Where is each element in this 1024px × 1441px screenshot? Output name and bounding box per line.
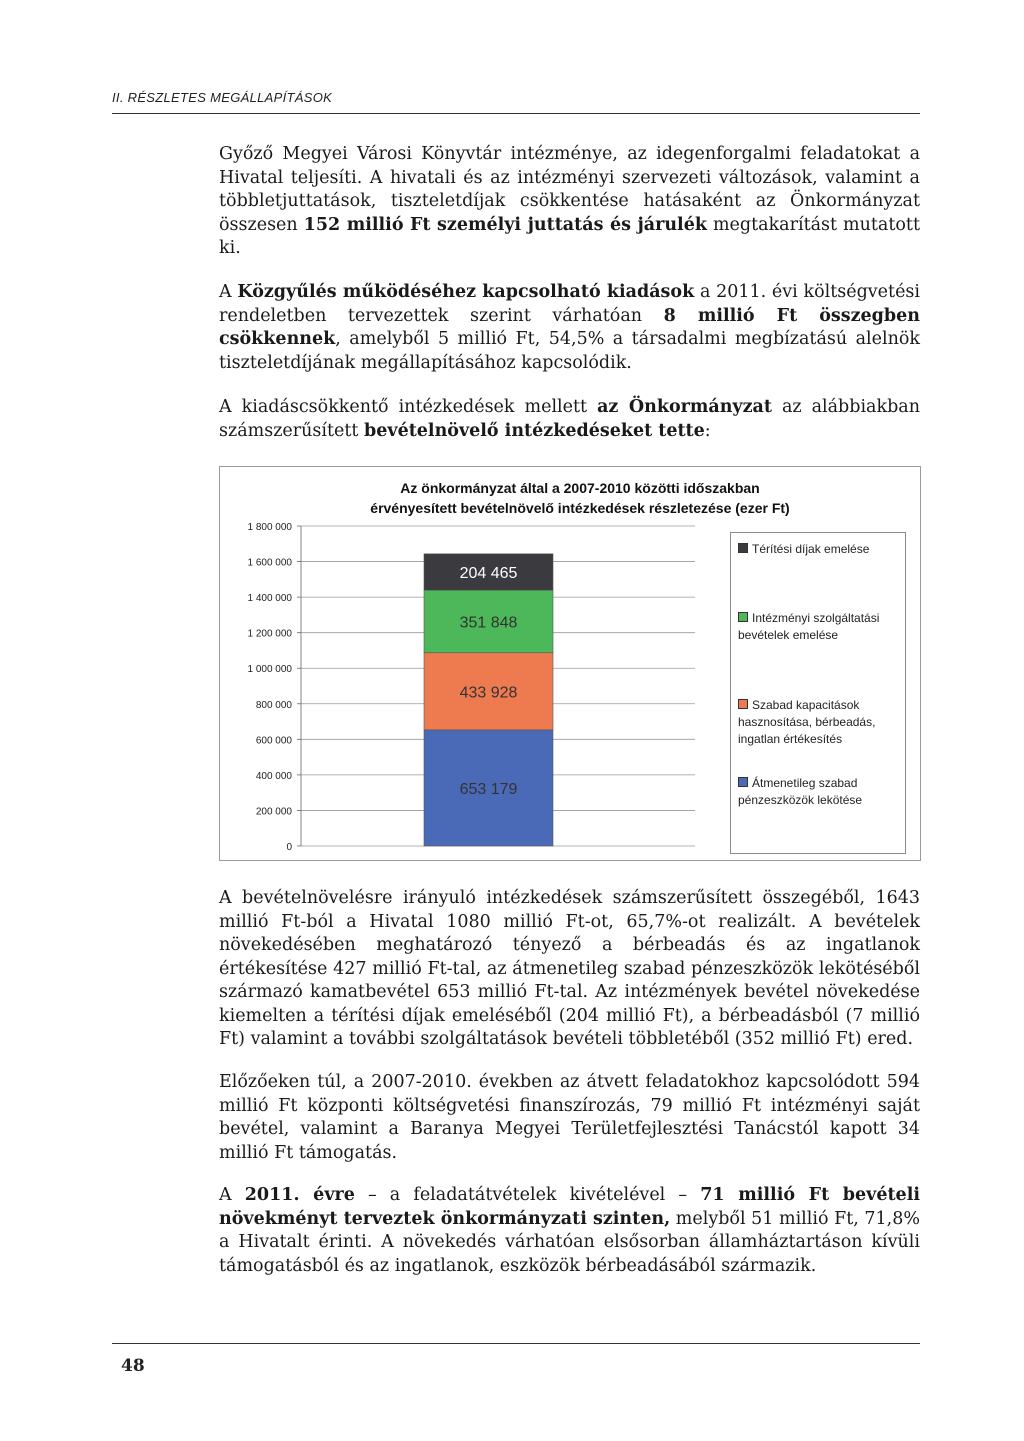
chart-title (290, 478, 870, 518)
bar-data-label: 204 465 (459, 565, 518, 583)
paragraph-2011-plan (219, 1184, 920, 1278)
y-tick-label: 1 800 000 (247, 522, 292, 533)
y-tick-label: 800 000 (255, 699, 292, 711)
y-tick-label: 1 400 000 (247, 593, 292, 605)
p3-text-2: az alábbiakban számszerűsített (219, 397, 920, 441)
y-tick-label: 0 (286, 842, 292, 853)
legend-swatch-services (738, 612, 748, 622)
y-tick-label: 1 600 000 (247, 557, 292, 569)
paragraph-revenue-breakdown: A bevételnövelésre irányuló intézkedések számszerűsített összegéből, 1643 millió Ft-ból a Hivatal 1080 millió Ft-ot, 65,7%-ot realizált. A bevételek növekedésében meghatározó tényező a bérbeadás és az ingatlanok értékesítése 427 millió Ft-tal, az átmenetileg szabad pénzeszközök lekötéséből származó kamatbevétel 653 millió Ft-tal. Az intézmények bevétel növekedése kiemelten a térítési díjak emeléséből (204 millió Ft), a bérbeadásból (7 millió Ft) valamint a további szolgáltatások bevételi többletéből (352 millió Ft) ered. (219, 888, 920, 1049)
p6-text-3: melyből 51 millió Ft, 71,8% a Hivatalt érinti. A növekedés várhatóan elsősorban államháztartáson kívüli támogatásból és az ingatlanok, eszközök bérbeadásából származik. (219, 1208, 920, 1276)
chart-legend (730, 532, 906, 854)
footer-rule (112, 1343, 920, 1344)
legend-item-deposits (738, 775, 903, 809)
p6-bold-2: 71 millió Ft bevételi növekményt terveztek önkormányzati szinten, (219, 1185, 920, 1229)
y-tick-label: 1 000 000 (247, 664, 292, 676)
legend-swatch-rental (738, 699, 748, 709)
p3-text-1: A kiadáscsökkentő intézkedések mellett (219, 397, 598, 417)
legend-label-services: Intézményi szolgáltatási bevételek emelése (738, 611, 880, 642)
p3-text-3: : (704, 420, 711, 441)
legend-label-fees: Térítési díjak emelése (752, 542, 870, 556)
p3-bold-2: bevételnövelő intézkedéseket tette (364, 420, 705, 441)
y-tick-label: 600 000 (255, 735, 292, 747)
y-tick-label: 1 200 000 (247, 628, 292, 640)
p2-text-1: A (219, 282, 238, 302)
p2-bold-2: 8 millió Ft összegben csökkennek (219, 305, 920, 349)
p2-text-2: a 2011. évi költségvetési rendeletben tervezettek szerint várhatóan (219, 282, 921, 326)
legend-label-deposits: Átmenetileg szabad pénzeszközök lekötése (738, 776, 863, 807)
p1-text-1: Győző Megyei Városi Könyvtár intézménye, az idegenforgalmi feladatokat a Hivatal teljesíti. A hivatali és az intézményi szervezeti változások, valamint a többletjuttatások, tiszteletdíjak csökkentése hatásaként az Önkormányzat összesen (219, 144, 920, 235)
p6-text-2: – a feladatátvételek kivételével – (354, 1185, 701, 1205)
bar-data-label: 653 179 (459, 780, 518, 798)
chart-title-line-2: érvényesített bevételnövelő intézkedések részletezése (ezer Ft) (370, 500, 790, 516)
p1-text-2: megtakarítást mutatott ki. (219, 214, 920, 258)
y-tick-label: 200 000 (255, 806, 292, 818)
legend-item-rental (738, 697, 903, 748)
paragraph-additional-funding: Előzőeken túl, a 2007-2010. években az átvett feladatokhoz kapcsolódott 594 millió Ft központi költségvetési finanszírozás, 79 millió Ft intézményi saját bevétel, valamint a Baranya Megyei Területfejlesztési Tanácstól kapott 34 millió Ft támogatás. (219, 1072, 920, 1163)
p1-bold-1: 152 millió Ft személyi juttatás és járulék (303, 214, 707, 235)
legend-swatch-fees (738, 543, 748, 553)
p3-bold-1: az Önkormányzat (597, 397, 772, 417)
p6-text-1: A (219, 1185, 245, 1205)
p6-bold-1: 2011. évre (244, 1185, 355, 1205)
legend-label-rental: Szabad kapacitások hasznosítása, bérbeadás, ingatlan értékesítés (738, 698, 876, 746)
running-header: II. RÉSZLETES MEGÁLLAPÍTÁSOK (112, 90, 333, 105)
bar-data-label: 433 928 (459, 684, 518, 702)
bar-data-label: 351 848 (459, 614, 518, 632)
legend-item-services (738, 610, 903, 644)
p2-bold-1: Közgyűlés működéséhez kapcsolható kiadások (237, 282, 695, 302)
legend-item-fees (738, 541, 903, 558)
chart-title-line-1: Az önkormányzat által a 2007-2010 közötti időszakban (400, 480, 760, 496)
y-tick-label: 400 000 (255, 770, 292, 782)
p2-text-3: , amelyből 5 millió Ft, 54,5% a társadalmi megbízatású alelnök tiszteletdíjának megállapításához kapcsolódik. (219, 329, 920, 373)
legend-swatch-deposits (738, 777, 748, 787)
page-number: 48 (121, 1356, 145, 1376)
